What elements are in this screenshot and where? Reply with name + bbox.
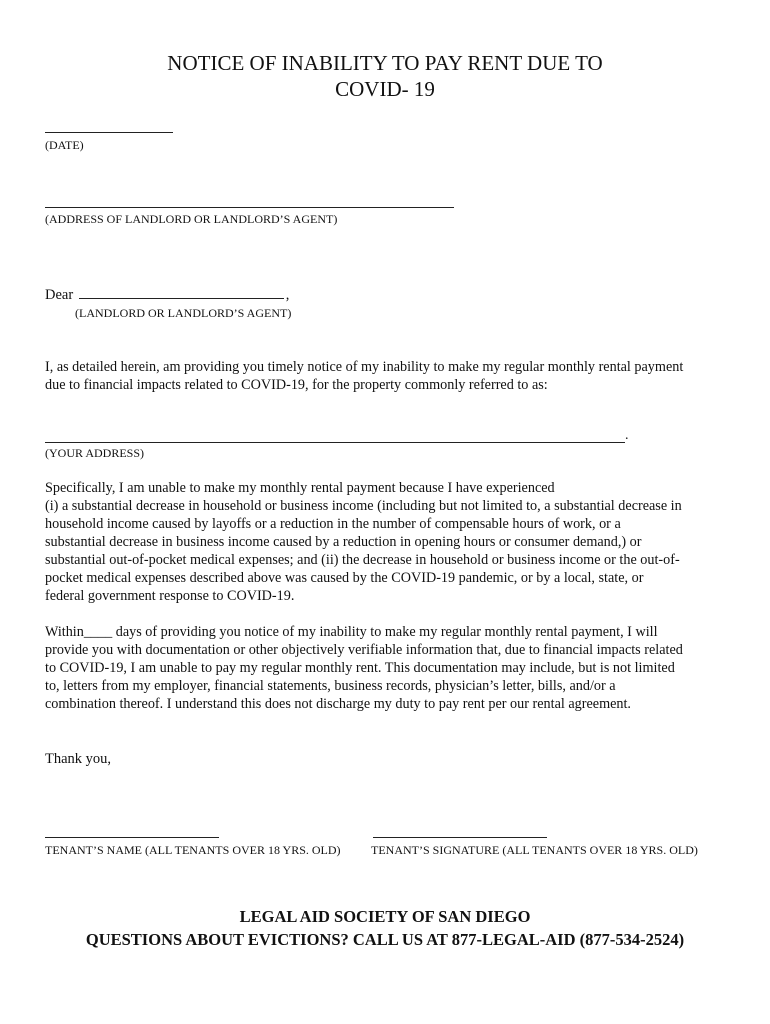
your-address-period: . [625, 428, 629, 443]
specifically-line: household income caused by layoffs or a reduction in the number of compensable hours of work, or a [45, 516, 621, 532]
footer-organization: LEGAL AID SOCIETY OF SAN DIEGO [239, 907, 531, 926]
intro-line: I, as detailed herein, am providing you timely notice of my inability to make my regular monthly rental payment [45, 359, 684, 375]
title-line-2: COVID- 19 [335, 77, 435, 101]
date-label: (DATE) [45, 138, 84, 152]
document-title [0, 50, 770, 102]
specifically-line: substantial out-of-pocket medical expenses; and (ii) the decrease in household or business income or the out-of- [45, 552, 680, 568]
closing-text: Thank you, [45, 751, 112, 767]
tenant-name-label: TENANT’S NAME (ALL TENANTS OVER 18 YRS. OLD) [45, 843, 341, 857]
within-paragraph [45, 623, 729, 713]
tenant-signature-blank-line[interactable] [373, 837, 547, 838]
landlord-address-label: (ADDRESS OF LANDLORD OR LANDLORD’S AGENT) [45, 212, 338, 226]
intro-paragraph [45, 358, 729, 394]
specifically-line: Specifically, I am unable to make my monthly rental payment because I have experienced [45, 480, 555, 496]
within-line: Within____ days of providing you notice of my inability to make my regular monthly rental payment, I will [45, 624, 658, 640]
landlord-name-label: (LANDLORD OR LANDLORD’S AGENT) [75, 306, 292, 320]
dear-text: Dear [45, 287, 74, 303]
salutation-line [45, 286, 289, 304]
intro-line: due to financial impacts related to COVID-19, for the property commonly referred to as: [45, 377, 548, 393]
landlord-address-blank-line[interactable] [45, 207, 454, 208]
specifically-line: substantial decrease in business income caused by a reduction in opening hours or consumer demand,) or [45, 534, 642, 550]
within-line: to COVID-19, I am unable to pay my regular monthly rent. This documentation may include, but is not limited [45, 660, 675, 676]
within-line: combination thereof. I understand this does not discharge my duty to pay rent per our rental agreement. [45, 696, 631, 712]
specifically-line: pocket medical expenses described above was caused by the COVID-19 pandemic, or by a local, state, or [45, 570, 644, 586]
within-line: to, letters from my employer, financial statements, business records, physician’s letter, bills, and/or a [45, 678, 616, 694]
tenant-signature-label: TENANT’S SIGNATURE (ALL TENANTS OVER 18 YRS. OLD) [371, 843, 698, 857]
footer-contact: QUESTIONS ABOUT EVICTIONS? CALL US AT 877-LEGAL-AID (877-534-2524) [85, 930, 685, 949]
your-address-blank-line[interactable] [45, 442, 625, 443]
date-blank-line[interactable] [45, 132, 173, 133]
specifically-line: federal government response to COVID-19. [45, 588, 295, 604]
within-line: provide you with documentation or other objectively verifiable information that, due to financial impacts related [45, 642, 683, 658]
specifically-paragraph [45, 479, 729, 605]
salutation-comma: , [285, 287, 290, 303]
title-line-1: NOTICE OF INABILITY TO PAY RENT DUE TO [167, 51, 603, 75]
tenant-name-blank-line[interactable] [45, 837, 219, 838]
specifically-line: (i) a substantial decrease in household or business income (including but not limited to, a substantial decrease in [45, 498, 682, 514]
landlord-name-blank-line[interactable] [79, 286, 284, 299]
your-address-label: (YOUR ADDRESS) [45, 446, 145, 460]
